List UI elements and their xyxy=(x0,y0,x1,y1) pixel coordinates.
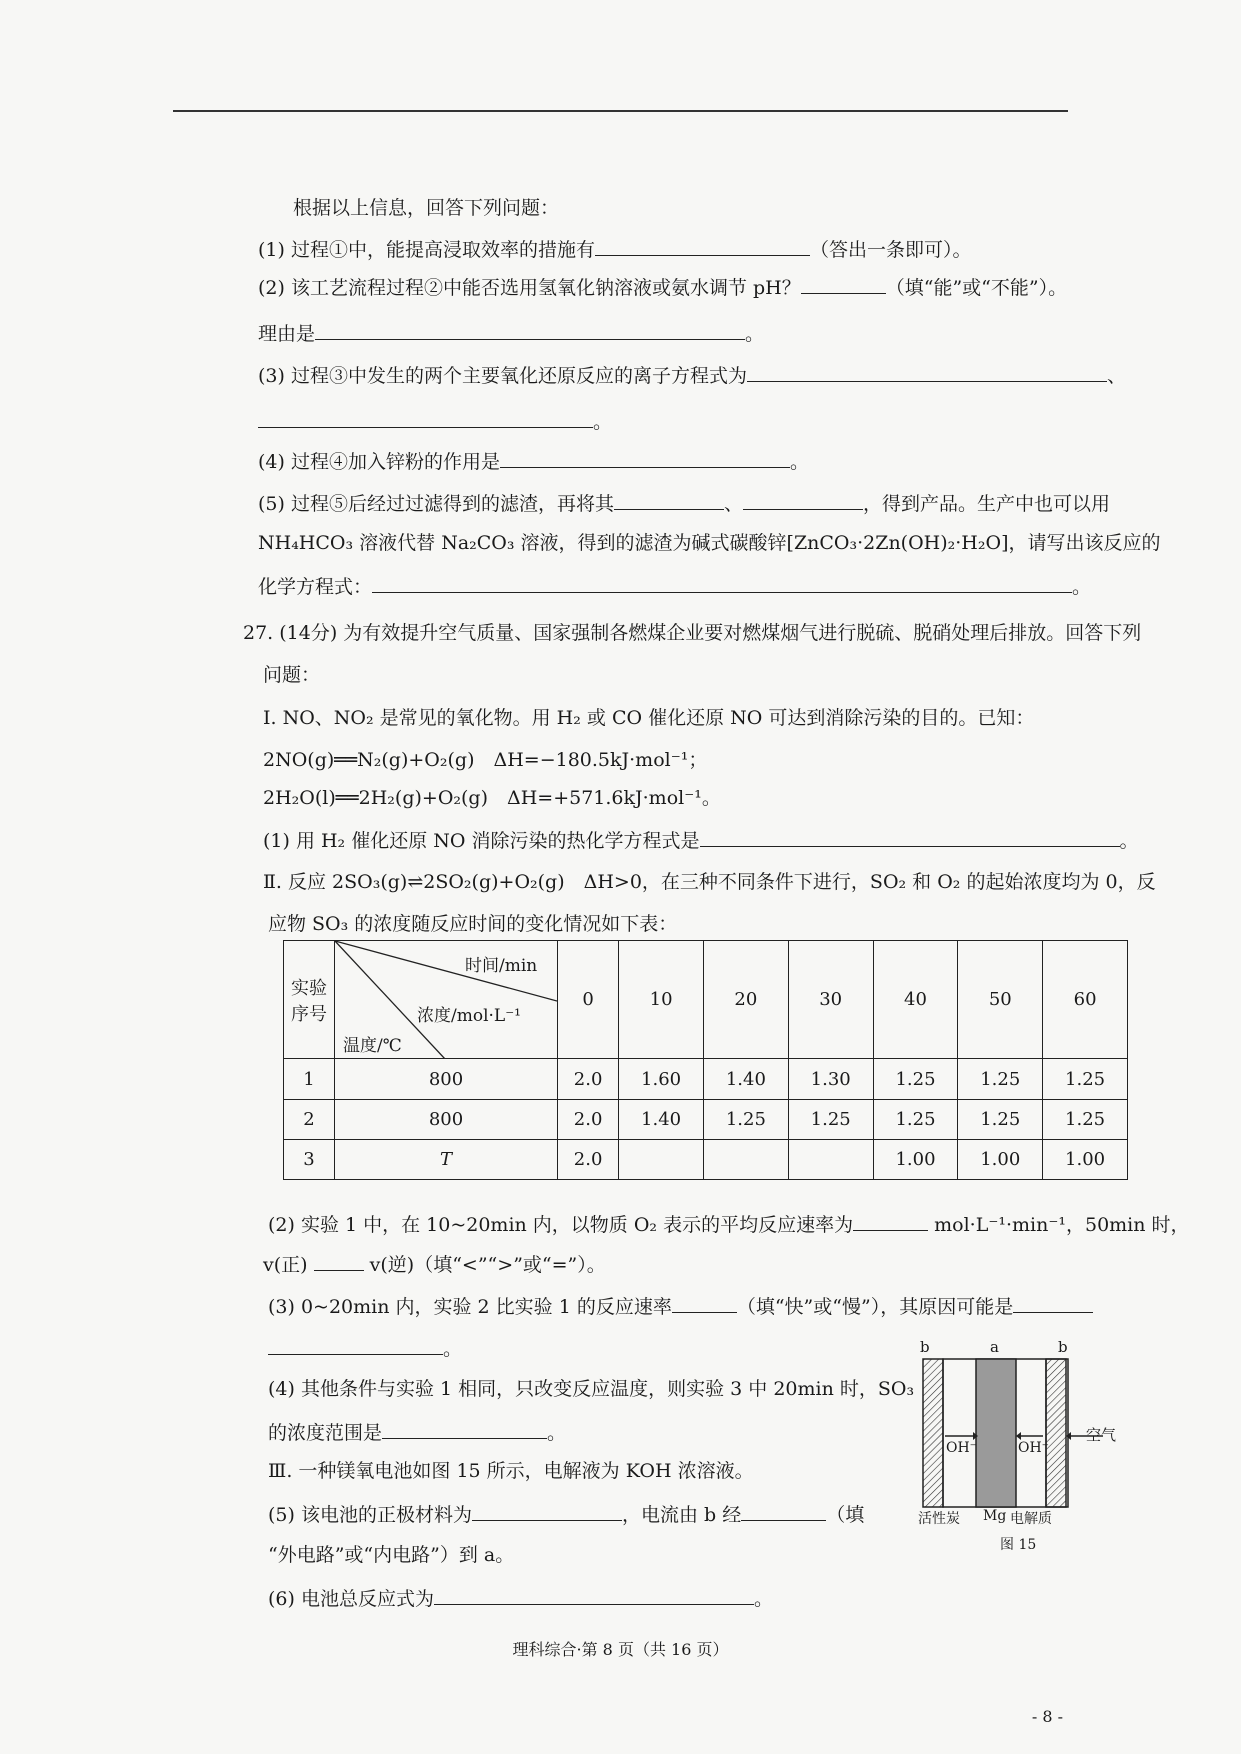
answer-blank xyxy=(700,826,1120,847)
label-b-left: b xyxy=(920,1338,930,1356)
cell xyxy=(788,1139,873,1179)
page-number: - 8 - xyxy=(1031,1707,1063,1726)
q27-section2: Ⅱ. 反应 2SO₃(g)⇌2SO₂(g)+O₂(g) ΔH>0，在三种不同条件下进行，SO₂ 和 O₂ 的起始浓度均为 0，反 xyxy=(263,871,1156,893)
cell: 1.25 xyxy=(1043,1059,1128,1099)
answer-blank xyxy=(595,235,810,256)
time-30: 30 xyxy=(788,941,873,1059)
equation-2: 2H₂O(l)══2H₂(g)+O₂(g) ΔH=+571.6kJ·mol⁻¹。 xyxy=(263,787,721,809)
table-row xyxy=(284,1139,1128,1179)
mg-label: Mg xyxy=(983,1508,1007,1524)
answer-blank xyxy=(500,447,790,468)
header-exp: 实验序号 xyxy=(284,941,335,1059)
header-diagonal xyxy=(335,941,558,1059)
time-0: 0 xyxy=(558,941,619,1059)
row-temp: 800 xyxy=(335,1059,558,1099)
q26-part5: (5) 过程⑤后经过过滤得到的滤渣，再将其 、 ，得到产品。生产中也可以用 xyxy=(258,489,1110,517)
intro-text: 根据以上信息，回答下列问题： xyxy=(293,197,560,219)
q27-part1: (1) 用 H₂ 催化还原 NO 消除污染的热化学方程式是 。 xyxy=(263,826,1139,854)
label-b-right: b xyxy=(1058,1338,1068,1356)
q26-part3-line2: 。 xyxy=(258,407,612,435)
q26-part3: (3) 过程③中发生的两个主要氧化还原反应的离子方程式为 、 xyxy=(258,361,1126,389)
table-row xyxy=(284,1099,1128,1139)
cell: 1.40 xyxy=(619,1099,704,1139)
air-label: 空气 xyxy=(1086,1426,1117,1444)
cell: 1.25 xyxy=(788,1099,873,1139)
row-id: 1 xyxy=(284,1059,335,1099)
q26-part2: (2) 该工艺流程过程②中能否选用氢氧化钠溶液或氨水调节 pH？ （填“能”或“不能”）。 xyxy=(258,273,1067,301)
cell: 1.00 xyxy=(958,1139,1043,1179)
answer-blank xyxy=(853,1210,928,1231)
answer-blank xyxy=(1013,1292,1093,1313)
answer-blank xyxy=(434,1584,754,1605)
header-conc: 浓度/mol·L⁻¹ xyxy=(417,1006,522,1026)
cell xyxy=(619,1139,704,1179)
header-time: 时间/min xyxy=(465,956,538,976)
oh-label-right: OH⁻ xyxy=(1018,1440,1050,1456)
cell xyxy=(703,1139,788,1179)
time-60: 60 xyxy=(1043,941,1128,1059)
battery-diagram xyxy=(918,1338,1128,1529)
cell: 2.0 xyxy=(558,1099,619,1139)
q26-part1: (1) 过程①中，能提高浸取效率的措施有 （答出一条即可）。 xyxy=(258,235,971,263)
q27-heading: 27. (14分) 为有效提升空气质量、国家强制各燃煤企业要对燃煤烟气进行脱硫、脱硝处理后排放。回答下列 xyxy=(243,622,1142,644)
q27-part2-line2: v(正) v(逆)（填“<”“>”或“=”）。 xyxy=(263,1250,606,1278)
q27-heading-line2: 问题： xyxy=(263,664,321,686)
row-temp: 800 xyxy=(335,1099,558,1139)
header-temp: 温度/℃ xyxy=(343,1036,402,1056)
cell: 2.0 xyxy=(558,1139,619,1179)
cell: 1.25 xyxy=(1043,1099,1128,1139)
cell: 1.30 xyxy=(788,1059,873,1099)
equation-1: 2NO(g)══N₂(g)+O₂(g) ΔH=−180.5kJ·mol⁻¹； xyxy=(263,749,708,771)
answer-blank xyxy=(743,489,863,510)
cell: 1.25 xyxy=(958,1099,1043,1139)
answer-blank xyxy=(741,1500,826,1521)
header-rule xyxy=(173,110,1068,112)
q27-part5: (5) 该电池的正极材料为 ，电流由 b 经 （填 xyxy=(268,1500,864,1528)
carbon-label: 活性炭 xyxy=(918,1511,960,1527)
q26-part5-line3: 化学方程式： 。 xyxy=(258,572,1091,600)
answer-blank xyxy=(801,273,886,294)
concentration-table xyxy=(283,940,1128,1180)
answer-blank xyxy=(315,319,745,340)
q27-section3: Ⅲ. 一种镁氧电池如图 15 所示，电解液为 KOH 浓溶液。 xyxy=(268,1460,754,1482)
answer-blank xyxy=(472,1500,622,1521)
label-a: a xyxy=(990,1338,999,1356)
time-20: 20 xyxy=(703,941,788,1059)
time-40: 40 xyxy=(873,941,958,1059)
answer-blank xyxy=(747,361,1107,382)
answer-blank xyxy=(268,1334,443,1355)
cell: 1.00 xyxy=(1043,1139,1128,1179)
q27-part2: (2) 实验 1 中，在 10~20min 内，以物质 O₂ 表示的平均反应速率为 mol·L⁻¹·min⁻¹，50min 时， xyxy=(268,1210,1190,1238)
row-id: 3 xyxy=(284,1139,335,1179)
oh-label-left: OH⁻ xyxy=(946,1440,978,1456)
cell: 1.25 xyxy=(873,1059,958,1099)
page-footer: 理科综合·第 8 页（共 16 页） xyxy=(512,1640,729,1659)
answer-blank xyxy=(258,407,593,428)
cell: 2.0 xyxy=(558,1059,619,1099)
q27-part3: (3) 0~20min 内，实验 2 比实验 1 的反应速率 （填“快”或“慢”），其原因可能是 xyxy=(268,1292,1093,1320)
q27-section2-line2: 应物 SO₃ 的浓度随反应时间的变化情况如下表： xyxy=(268,913,678,935)
q26-part4: (4) 过程④加入锌粉的作用是 。 xyxy=(258,447,809,475)
q27-part5-line2: “外电路”或“内电路”）到 a。 xyxy=(268,1544,515,1566)
q26-part2-reason: 理由是 。 xyxy=(258,319,764,347)
q27-part4: (4) 其他条件与实验 1 相同，只改变反应温度，则实验 3 中 20min 时，SO₃ xyxy=(268,1378,915,1400)
cell: 1.25 xyxy=(873,1099,958,1139)
cell: 1.00 xyxy=(873,1139,958,1179)
q27-part4-line2: 的浓度范围是 。 xyxy=(268,1418,566,1446)
answer-blank xyxy=(372,572,1072,593)
table-row xyxy=(284,1059,1128,1099)
answer-blank xyxy=(614,489,724,510)
q27-part3-line2: 。 xyxy=(268,1334,462,1362)
time-50: 50 xyxy=(958,941,1043,1059)
q27-part6: (6) 电池总反应式为 。 xyxy=(268,1584,773,1612)
cell: 1.60 xyxy=(619,1059,704,1099)
cell: 1.25 xyxy=(958,1059,1043,1099)
q27-section1: Ⅰ. NO、NO₂ 是常见的氧化物。用 H₂ 或 CO 催化还原 NO 可达到消除污染的目的。已知： xyxy=(263,707,1035,729)
time-10: 10 xyxy=(619,941,704,1059)
figure-caption: 图 15 xyxy=(1000,1537,1037,1553)
q26-part5-line2: NH₄HCO₃ 溶液代替 Na₂CO₃ 溶液，得到的滤渣为碱式碳酸锌[ZnCO₃·2Zn(OH)₂·H₂O]，请写出该反应的 xyxy=(258,532,1161,554)
cell: 1.25 xyxy=(703,1099,788,1139)
answer-blank xyxy=(672,1292,737,1313)
row-temp: T xyxy=(335,1139,558,1179)
answer-blank xyxy=(314,1250,364,1271)
cell: 1.40 xyxy=(703,1059,788,1099)
row-id: 2 xyxy=(284,1099,335,1139)
answer-blank xyxy=(382,1418,547,1439)
electrolyte-label: 电解质 xyxy=(1010,1511,1052,1527)
